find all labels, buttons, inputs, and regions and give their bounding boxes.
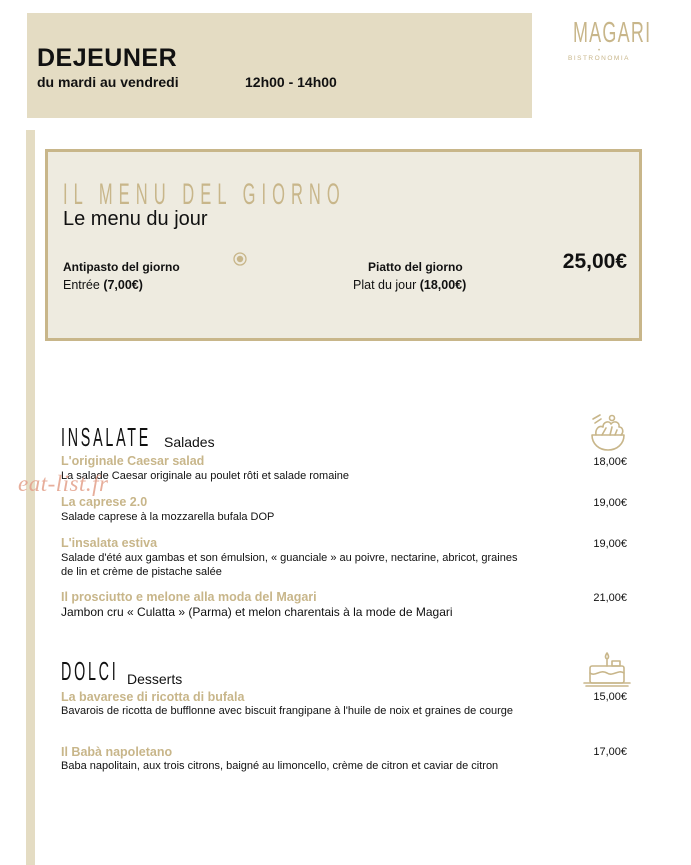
restaurant-logo — [557, 17, 652, 63]
antipasto-title: Antipasto del giorno — [63, 260, 180, 274]
insalate-item-desc: La salade Caesar originale au poulet rôti et salade romaine — [61, 470, 350, 482]
insalate-item-price: 21,00€ — [593, 592, 627, 604]
insalate-item-name: L'insalata estiva — [61, 536, 158, 550]
dolci-item-desc: Baba napolitain, aux trois citrons, baigné au limoncello, crème de citron et caviar de citron — [61, 760, 499, 772]
piatto-price: (18,00€) — [419, 278, 467, 292]
side-decorative-bar — [26, 130, 35, 865]
piatto-desc-label: Plat du jour — [353, 278, 420, 292]
insalate-item-price: 19,00€ — [593, 497, 627, 509]
logo-subtitle: BISTRONOMIA — [567, 55, 630, 62]
header-hours: 12h00 - 14h00 — [245, 74, 337, 90]
insalate-title: INSALATE — [61, 422, 152, 452]
target-icon — [233, 252, 247, 266]
menu-du-jour-title: IL MENU DEL GIORNO — [63, 178, 346, 211]
insalate-item-name: L'originale Caesar salad — [61, 454, 205, 468]
insalate-item-name: Il prosciutto e melone alla moda del Magari — [61, 590, 317, 604]
cake-icon — [582, 650, 632, 688]
watermark: eat-list.fr — [18, 471, 109, 496]
menu-du-jour-price: 25,00€ — [562, 250, 627, 273]
salad-bowl-icon — [588, 413, 628, 453]
antipasto-desc — [63, 278, 143, 292]
dolci-item-name: Il Babà napoletano — [61, 745, 173, 759]
insalate-item-price: 19,00€ — [593, 538, 627, 550]
dolci-item-price: 17,00€ — [593, 746, 627, 758]
logo-name: MAGARI — [572, 17, 652, 49]
menu-du-jour-subtitle: Le menu du jour — [63, 208, 208, 230]
dolci-item-price: 15,00€ — [593, 691, 627, 703]
insalate-item-name: La caprese 2.0 — [61, 495, 148, 509]
antipasto-desc-label: Entrée — [63, 278, 104, 292]
logo-dot: • — [597, 48, 601, 54]
insalate-item-desc: Jambon cru « Culatta » (Parma) et melon charentais à la mode de Magari — [61, 605, 453, 619]
piatto-title: Piatto del giorno — [368, 260, 463, 274]
insalate-subtitle: Salades — [164, 434, 215, 450]
dolci-subtitle: Desserts — [127, 671, 183, 687]
menu-du-jour-box — [45, 149, 642, 341]
dolci-title: DOLCI — [61, 656, 119, 686]
antipasto-price: (7,00€) — [103, 278, 143, 292]
insalate-item-price: 18,00€ — [593, 456, 627, 468]
header-title: DEJEUNER — [37, 44, 178, 72]
dolci-item-desc: Bavarois de ricotta de bufflonne avec biscuit frangipane à l'huile de noix et graines de courge — [61, 705, 513, 717]
dolci-item-name: La bavarese di ricotta di bufala — [61, 690, 245, 704]
header-days: du mardi au vendredi — [37, 74, 179, 90]
insalate-item-desc: Salade d'été aux gambas et son émulsion, « guanciale » au poivre, nectarine, abricot, graines de lin et crème de pistache salée — [61, 552, 518, 578]
insalate-item-desc: Salade caprese à la mozzarella bufala DOP — [61, 511, 275, 523]
piatto-desc — [353, 278, 466, 292]
